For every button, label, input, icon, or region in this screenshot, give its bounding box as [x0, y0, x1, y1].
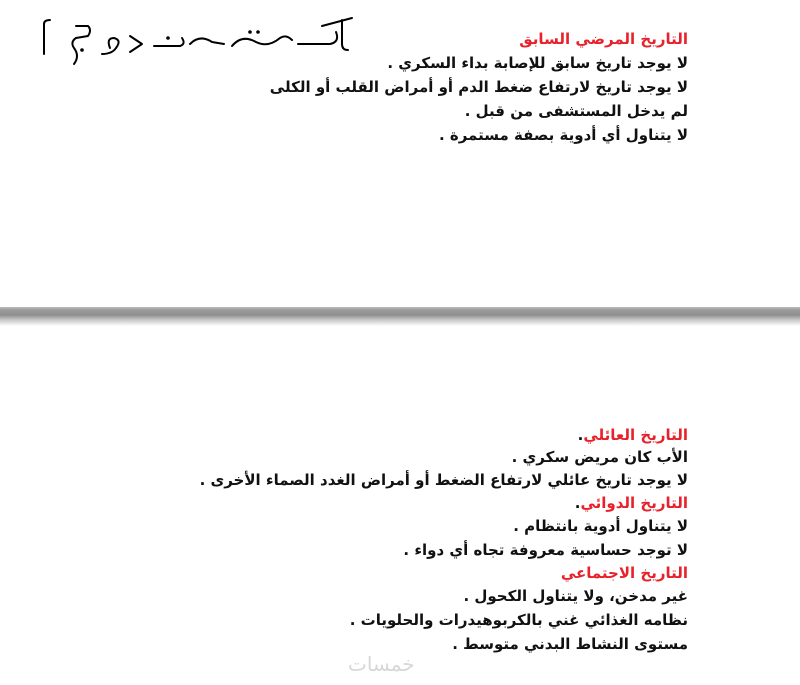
- medical-history-line-3: لم يدخل المستشفى من قبل .: [464, 102, 688, 120]
- family-history-heading-text: التاريخ العائلي: [583, 426, 688, 444]
- family-history-heading: [128, 424, 688, 446]
- document-page-1: [0, 0, 800, 307]
- medical-history-line-1: لا يوجد تاريخ سابق للإصابة بداء السكري .: [387, 54, 688, 72]
- social-history-line-2: نظامه الغذائي غني بالكربوهيدرات والحلويات .: [349, 611, 688, 629]
- watermark-logo: خمسات: [348, 652, 415, 676]
- family-history-line-1: الأب كان مريض سكري .: [511, 448, 688, 466]
- drug-history-heading-text: التاريخ الدوائي: [580, 494, 688, 512]
- drug-history-heading-dot: .: [574, 494, 581, 512]
- history-sections: [128, 424, 688, 656]
- page-separator: [0, 307, 800, 326]
- medical-history-line-4: لا يتناول أي أدوية بصفة مستمرة .: [438, 126, 688, 144]
- medical-history-line-2: لا يوجد تاريخ لارتفاع ضغط الدم أو أمراض القلب أو الكلى: [269, 78, 688, 96]
- social-history-heading: التاريخ الاجتماعي: [560, 564, 688, 582]
- drug-history-heading: [128, 492, 688, 514]
- medical-history-heading: التاريخ المرضي السابق: [519, 30, 688, 48]
- social-history-line-3: مستوى النشاط البدني متوسط .: [452, 635, 688, 653]
- social-history-line-1: غير مدخن، ولا يتناول الكحول .: [463, 587, 688, 605]
- medical-history-section: [128, 27, 688, 147]
- family-history-heading-dot: .: [577, 426, 584, 444]
- drug-history-line-2: لا توجد حساسية معروفة تجاه أي دواء .: [403, 541, 688, 559]
- drug-history-line-1: لا يتناول أدوية بانتظام .: [513, 517, 688, 535]
- family-history-line-2: لا يوجد تاريخ عائلي لارتفاع الضغط أو أمراض الغدد الصماء الأخرى .: [199, 471, 688, 489]
